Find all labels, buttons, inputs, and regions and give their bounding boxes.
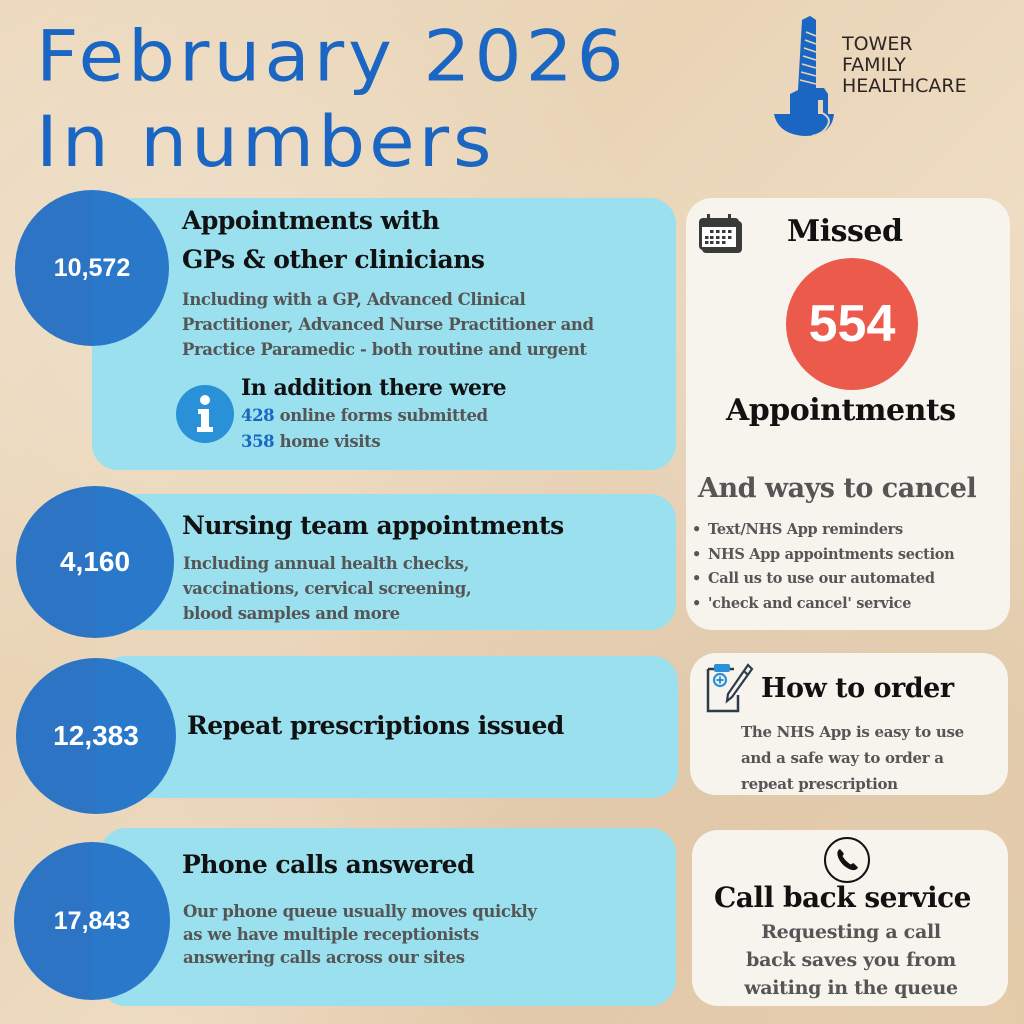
stat-circle-gp-appointments	[15, 190, 169, 346]
desc-line-3: answering calls across our sites	[183, 948, 465, 967]
desc-line-1: The NHS App is easy to use	[741, 723, 964, 741]
stat-heading: Repeat prescriptions issued	[187, 711, 564, 740]
stat-circle-phone-calls	[14, 842, 170, 1000]
logo	[768, 14, 1008, 134]
extra-item-value: 428	[241, 406, 275, 425]
extra-item-label: online forms submitted	[274, 406, 488, 425]
desc-line-1: Requesting a call	[761, 921, 941, 943]
stat-value: 12,383	[53, 720, 139, 751]
how-to-order-description	[741, 719, 1009, 797]
stat-value: 17,843	[53, 906, 131, 935]
stat-heading-line-2: GPs & other clinicians	[182, 245, 485, 274]
extra-item-label: home visits	[274, 432, 381, 451]
stat-heading-line-1: Appointments with	[182, 206, 440, 235]
desc-line-2: vaccinations, cervical screening,	[183, 579, 472, 598]
calendar-icon	[697, 213, 745, 255]
missed-label-top: Missed	[787, 214, 903, 249]
stat-circle-nursing	[16, 486, 174, 638]
desc-line-3: blood samples and more	[183, 604, 400, 623]
title-line-1: February 2026	[36, 15, 628, 98]
desc-line-2: Practitioner, Advanced Nurse Practitioner and	[182, 315, 594, 334]
stat-description	[183, 551, 583, 626]
cancel-options-list	[692, 518, 1010, 616]
tower-icon	[772, 14, 844, 136]
logo-text	[842, 34, 967, 97]
stat-circle-prescriptions	[16, 658, 176, 814]
logo-line-3: HEALTHCARE	[842, 75, 967, 97]
desc-line-2: back saves you from	[746, 949, 956, 971]
missed-label-bottom: Appointments	[726, 393, 956, 428]
missed-count-badge	[786, 258, 918, 390]
info-icon	[176, 385, 234, 443]
logo-line-1: TOWER	[842, 33, 913, 55]
logo-line-2: FAMILY	[842, 54, 906, 76]
desc-line-1: Including annual health checks,	[183, 554, 469, 573]
cancel-option: • NHS App appointments section	[692, 543, 1010, 568]
extra-item-home-visits	[241, 429, 488, 455]
missed-count-value: 554	[808, 295, 896, 353]
call-back-heading: Call back service	[714, 881, 971, 914]
cancel-option: • Call us to use our automated	[692, 567, 1010, 592]
desc-line-1: Including with a GP, Advanced Clinical	[182, 290, 526, 309]
clipboard-pen-icon	[702, 661, 754, 713]
stat-value: 4,160	[59, 546, 131, 577]
stat-description	[183, 900, 623, 969]
extra-item-online-forms	[241, 403, 488, 429]
stat-heading	[182, 204, 662, 276]
how-to-order-heading: How to order	[761, 673, 954, 704]
desc-line-3: waiting in the queue	[744, 977, 958, 999]
extra-heading: In addition there were	[241, 375, 507, 401]
stat-description	[182, 287, 672, 362]
desc-line-2: as we have multiple receptionists	[183, 925, 479, 944]
stat-heading: Phone calls answered	[182, 850, 475, 879]
phone-icon	[823, 836, 871, 884]
cancel-option: • Text/NHS App reminders	[692, 518, 1010, 543]
cancel-subheading: And ways to cancel	[698, 473, 977, 504]
cancel-option-continued: • 'check and cancel' service	[692, 592, 1010, 617]
desc-line-3: repeat prescription	[741, 775, 898, 793]
stat-heading: Nursing team appointments	[182, 511, 564, 540]
title-line-2: In numbers	[36, 101, 496, 184]
desc-line-3: Practice Paramedic - both routine and urgent	[182, 340, 587, 359]
page-title	[36, 14, 628, 185]
desc-line-1: Our phone queue usually moves quickly	[183, 902, 537, 921]
extra-list	[241, 403, 488, 455]
desc-line-2: and a safe way to order a	[741, 749, 944, 767]
call-back-description	[696, 918, 1006, 1002]
extra-item-value: 358	[241, 432, 275, 451]
stat-value: 10,572	[53, 253, 131, 282]
